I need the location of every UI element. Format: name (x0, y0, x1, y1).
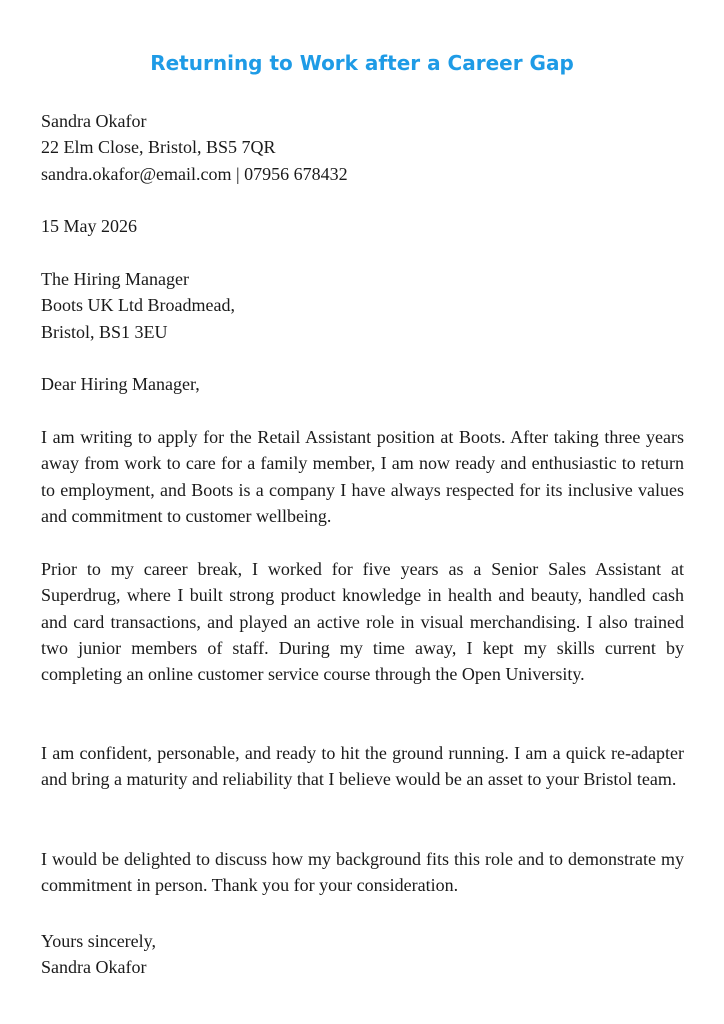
letter-date-block (41, 213, 684, 239)
recipient-block (41, 266, 684, 345)
body-paragraph-4: I would be delighted to discuss how my background fits this role and to demonstrate my commitment in person. Thank you for your consideration. (41, 849, 684, 896)
closing-name: Sandra Okafor (41, 957, 147, 978)
sender-name: Sandra Okafor (41, 111, 147, 131)
recipient-line-2: Boots UK Ltd Broadmead, (41, 295, 235, 316)
sender-contact: sandra.okafor@email.com | 07956 678432 (41, 163, 348, 184)
body-paragraph-1: I am writing to apply for the Retail Assistant position at Boots. After taking three years away from work to care for a family member, I am now ready and enthusiastic to return to employment, and Boots is a company I have always respected for its inclusive values and commitment to customer wellbeing. (41, 427, 684, 526)
sender-block (41, 108, 684, 187)
sender-address: 22 Elm Close, Bristol, BS5 7QR (41, 137, 276, 158)
salutation: Dear Hiring Manager, (41, 374, 200, 394)
closing-signoff: Yours sincerely, (41, 931, 156, 951)
recipient-line-1: The Hiring Manager (41, 269, 189, 289)
letter-title: Returning to Work after a Career Gap (150, 51, 574, 75)
salutation-block (41, 371, 684, 397)
body-paragraph-3: I am confident, personable, and ready to hit the ground running. I am a quick re-adapter and bring a maturity and reliability that I believe would be an asset to your Bristol team. (41, 743, 684, 790)
letter-date: 15 May 2026 (41, 216, 137, 236)
body-paragraph-2: Prior to my career break, I worked for five years as a Senior Sales Assistant at Superdrug, where I built strong product knowledge in health and beauty, handled cash and card transactions, and played an active role in visual merchandising. I also trained two junior members of staff. During my time away, I kept my skills current by completing an online customer service course through the Open University. (41, 559, 684, 685)
closing-block (41, 928, 684, 981)
recipient-line-3: Bristol, BS1 3EU (41, 321, 168, 342)
